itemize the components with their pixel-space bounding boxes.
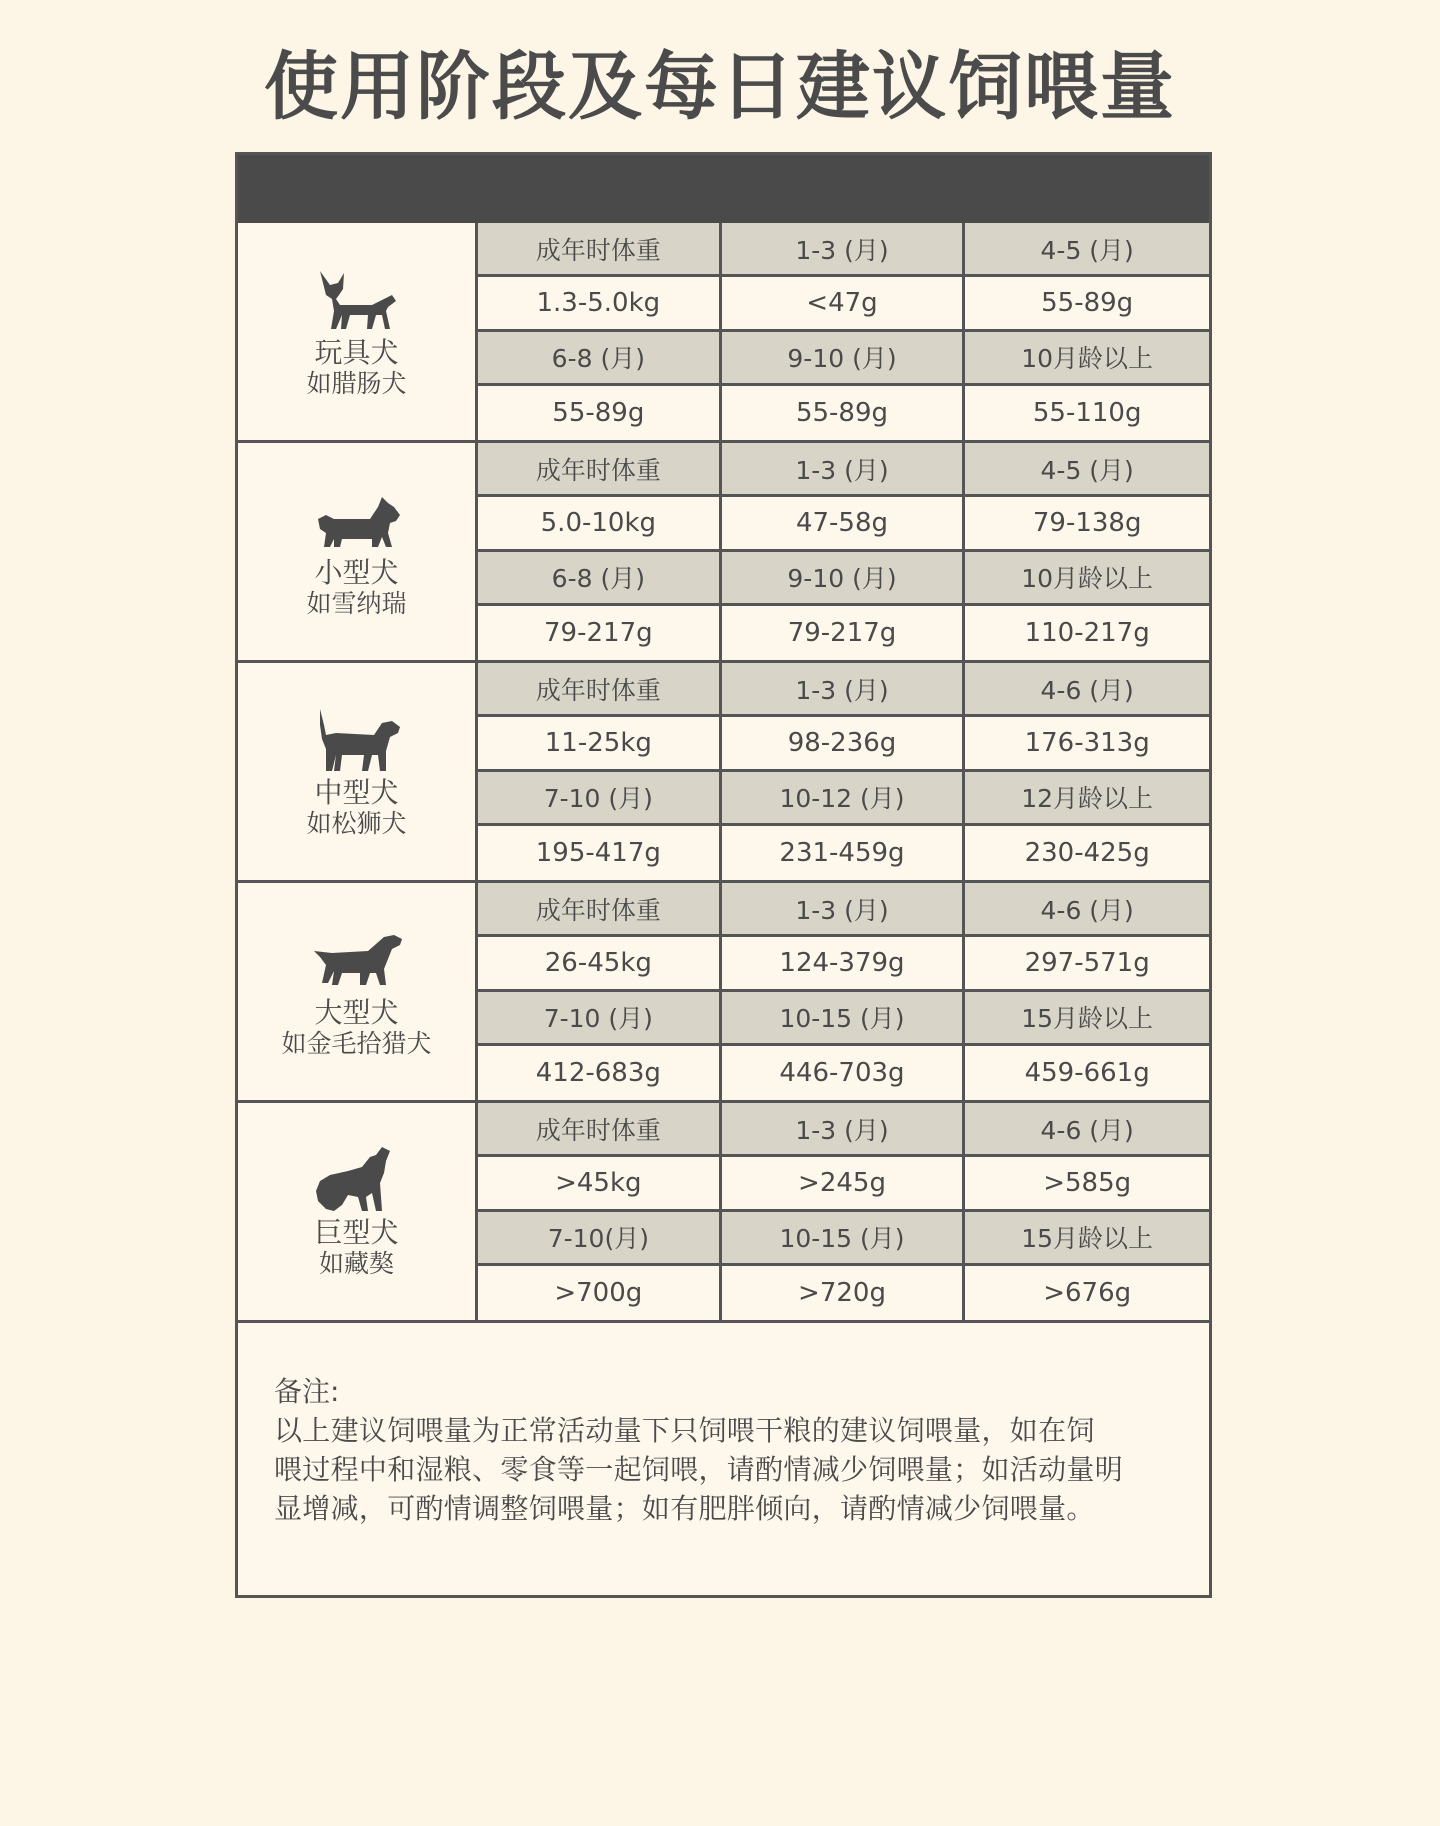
stage-header-cell: 1-3 (月) <box>722 223 966 277</box>
amount-cell: 110-217g <box>965 606 1209 660</box>
hound-icon <box>312 705 402 775</box>
amount-cell: 459-661g <box>965 1046 1209 1100</box>
stage-header-cell: 7-10 (月) <box>478 992 722 1046</box>
stage-header-cell: 成年时体重 <box>478 883 722 937</box>
chihuahua-icon <box>312 265 402 335</box>
dog-breed-example: 如金毛拾猎犬 <box>281 1028 432 1058</box>
dog-breed-example: 如松狮犬 <box>306 808 407 838</box>
amount-cell: 79-217g <box>722 606 966 660</box>
amount-cell: 124-379g <box>722 937 966 991</box>
amount-cell: 446-703g <box>722 1046 966 1100</box>
note-line: 显增减，可酌情调整饲喂量；如有肥胖倾向，请酌情减少饲喂量。 <box>274 1492 1095 1525</box>
amount-cell: 1.3-5.0kg <box>478 277 722 331</box>
stage-header-cell: 成年时体重 <box>478 443 722 497</box>
amount-cell: 195-417g <box>478 826 722 880</box>
stage-header-cell: 6-8 (月) <box>478 332 722 386</box>
stage-header-cell: 1-3 (月) <box>722 443 966 497</box>
feeding-grid <box>478 663 1209 880</box>
stage-header-cell: 10-15 (月) <box>722 992 966 1046</box>
stage-header-cell: 7-10(月) <box>478 1212 722 1266</box>
amount-cell: 55-89g <box>965 277 1209 331</box>
feeding-grid <box>478 223 1209 440</box>
retriever-icon <box>312 925 402 995</box>
dog-size-group <box>238 883 1209 1103</box>
dog-size-label-cell <box>238 883 478 1100</box>
dog-size-name: 巨型犬 <box>314 1215 399 1249</box>
amount-cell: >676g <box>965 1266 1209 1320</box>
feeding-table <box>235 152 1212 1598</box>
amount-cell: >245g <box>722 1157 966 1211</box>
dog-size-name: 小型犬 <box>314 555 399 589</box>
dog-size-label-cell <box>238 663 478 880</box>
note-line: 以上建议饲喂量为正常活动量下只饲喂干粮的建议饲喂量，如在饲 <box>274 1414 1095 1447</box>
feeding-grid <box>478 883 1209 1100</box>
amount-cell: 98-236g <box>722 717 966 771</box>
amount-cell: >720g <box>722 1266 966 1320</box>
stage-header-cell: 1-3 (月) <box>722 883 966 937</box>
stage-header-cell: 成年时体重 <box>478 663 722 717</box>
stage-header-cell: 15月龄以上 <box>965 992 1209 1046</box>
stage-header-cell: 12月龄以上 <box>965 772 1209 826</box>
stage-header-cell: 6-8 (月) <box>478 552 722 606</box>
note-section <box>238 1323 1209 1595</box>
amount-cell: 11-25kg <box>478 717 722 771</box>
amount-cell: >585g <box>965 1157 1209 1211</box>
stage-header-cell: 15月龄以上 <box>965 1212 1209 1266</box>
stage-header-cell: 4-5 (月) <box>965 443 1209 497</box>
stage-header-cell: 1-3 (月) <box>722 1103 966 1157</box>
amount-cell: >700g <box>478 1266 722 1320</box>
stage-header-cell: 9-10 (月) <box>722 332 966 386</box>
amount-cell: 26-45kg <box>478 937 722 991</box>
table-header-bar <box>238 155 1209 223</box>
dog-size-group <box>238 1103 1209 1323</box>
feeding-grid <box>478 1103 1209 1320</box>
dog-size-group <box>238 223 1209 443</box>
stage-header-cell: 4-6 (月) <box>965 1103 1209 1157</box>
feeding-grid <box>478 443 1209 660</box>
amount-cell: 55-89g <box>722 386 966 440</box>
dog-size-group <box>238 443 1209 663</box>
dog-breed-example: 如雪纳瑞 <box>306 588 407 618</box>
dog-size-name: 中型犬 <box>314 775 399 809</box>
amount-cell: <47g <box>722 277 966 331</box>
note-title: 备注: <box>274 1375 340 1408</box>
howling-wolf-icon <box>312 1145 402 1215</box>
amount-cell: 55-89g <box>478 386 722 440</box>
amount-cell: 79-217g <box>478 606 722 660</box>
amount-cell: 412-683g <box>478 1046 722 1100</box>
amount-cell: 5.0-10kg <box>478 497 722 551</box>
stage-header-cell: 10月龄以上 <box>965 552 1209 606</box>
amount-cell: 47-58g <box>722 497 966 551</box>
stage-header-cell: 10-15 (月) <box>722 1212 966 1266</box>
amount-cell: >45kg <box>478 1157 722 1211</box>
amount-cell: 230-425g <box>965 826 1209 880</box>
amount-cell: 79-138g <box>965 497 1209 551</box>
dog-breed-example: 如腊肠犬 <box>306 368 407 398</box>
page-title: 使用阶段及每日建议饲喂量 <box>264 44 1176 130</box>
dog-size-name: 玩具犬 <box>314 335 399 369</box>
stage-header-cell: 7-10 (月) <box>478 772 722 826</box>
amount-cell: 297-571g <box>965 937 1209 991</box>
schnauzer-icon <box>312 485 402 555</box>
stage-header-cell: 1-3 (月) <box>722 663 966 717</box>
stage-header-cell: 成年时体重 <box>478 223 722 277</box>
dog-breed-example: 如藏獒 <box>318 1248 394 1278</box>
dog-size-name: 大型犬 <box>314 995 399 1029</box>
stage-header-cell: 成年时体重 <box>478 1103 722 1157</box>
stage-header-cell: 4-6 (月) <box>965 883 1209 937</box>
dog-size-group <box>238 663 1209 883</box>
stage-header-cell: 4-6 (月) <box>965 663 1209 717</box>
stage-header-cell: 9-10 (月) <box>722 552 966 606</box>
dog-size-label-cell <box>238 1103 478 1320</box>
dog-size-label-cell <box>238 443 478 660</box>
stage-header-cell: 10-12 (月) <box>722 772 966 826</box>
amount-cell: 55-110g <box>965 386 1209 440</box>
dog-size-label-cell <box>238 223 478 440</box>
stage-header-cell: 10月龄以上 <box>965 332 1209 386</box>
amount-cell: 176-313g <box>965 717 1209 771</box>
stage-header-cell: 4-5 (月) <box>965 223 1209 277</box>
amount-cell: 231-459g <box>722 826 966 880</box>
note-line: 喂过程中和湿粮、零食等一起饲喂，请酌情减少饲喂量；如活动量明 <box>274 1453 1124 1486</box>
